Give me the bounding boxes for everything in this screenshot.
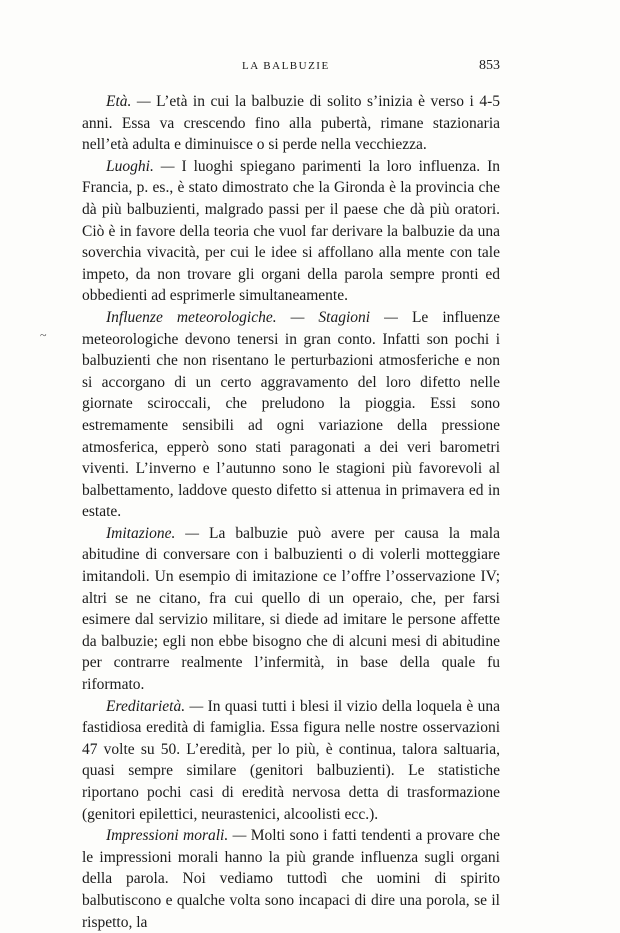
paragraph-influenze: [82, 307, 500, 523]
page-number: 853: [479, 58, 500, 73]
section-head: Età. —: [106, 93, 151, 110]
paragraph-ereditarieta: [82, 696, 500, 826]
paragraph-text: I luoghi spiegano parimenti la loro influenza. In Francia, p. es., è stato dimostrato che la Gironda è la provincia che dà più balbuzienti, malgrado passi per il paese che dà più oratori. Ciò è in favore della teoria che vuol far derivare la balbuzie da una soverchia vivacità, per cui le idee si affollano alla mente con tale impeto, da non trovare gli organi della parola sempre pronti ed obbedienti ad esprimerle simultaneamente.: [82, 157, 500, 305]
section-head: Luoghi. —: [106, 157, 175, 175]
paragraph-luoghi: [82, 156, 500, 307]
paragraph-text: Le influenze meteorologiche devono tenersi in gran conto. Infatti son pochi i balbuzienti che non risentano le perturbazioni atmosferiche e non si accorgano di un certo aggravamento del loro difetto nelle giornate sciroccali, che preludono la pioggia. Essi sono estremamente sensibili ad ogni variazione della pressione atmosferica, epperò sono stati paragonati a dei veri barometri viventi. L’inverno e l’autunno sono le stagioni più favorevoli al balbettamento, laddove questo difetto si attenua in primavera ed in estate.: [82, 308, 501, 521]
paragraph-impressioni: [82, 825, 500, 933]
body-text: [82, 91, 500, 933]
page-header: [82, 58, 500, 78]
paragraph-text: L’età in cui la balbuzie di solito s’inizia è verso i 4-5 anni. Essa va crescendo fino alla pubertà, rimane stazionaria nell’età adulta e diminuisce o si perde nella vecchiezza.: [82, 93, 500, 154]
paragraph-eta: [82, 91, 500, 156]
paragraph-text: Molti sono i fatti tendenti a provare che le impressioni morali hanno la più grande influenza sugli organi della parola. Noi vediamo tuttodì che uomini di spirito balbutiscono e qualche volta sono incapaci di dire una porola, se il rispetto, la: [82, 827, 500, 931]
margin-mark: ~: [40, 328, 47, 342]
section-head: Imitazione. —: [106, 524, 200, 542]
section-head: Influenze meteorologiche. — Stagioni —: [106, 308, 398, 326]
running-head: LA BALBUZIE: [242, 60, 330, 72]
paragraph-text: La balbuzie può avere per causa la mala abitudine di conversare con i balbuzienti o di volerli motteggiare imitandoli. Un esempio di imitazione ce l’offre l’osservazione IV; altri se ne citano, fra cui quello di un operaio, che, per farsi esimere dal servizio militare, si diede ad imitare le persone affette da balbuzie; egli non ebbe bisogno che di alcuni mesi di abitudine per contrarre realmente l’infermità, in base della quale fu riformato.: [82, 524, 500, 694]
paragraph-text: In quasi tutti i blesi il vizio della loquela è una fastidiosa eredità di famiglia. Essa figura nelle nostre osservazioni 47 volte su 50. L’eredità, per lo più, è continua, talora saltuaria, quasi sempre similare (genitori balbuzienti). Le statistiche riportano pochi casi di eredità nervosa detta di trasformazione (genitori epilettici, neurastenici, alcoolisti ecc.).: [82, 697, 500, 823]
section-head: Ereditarietà. —: [106, 697, 204, 715]
section-head: Impressioni morali. —: [106, 827, 247, 845]
paragraph-imitazione: [82, 523, 500, 696]
